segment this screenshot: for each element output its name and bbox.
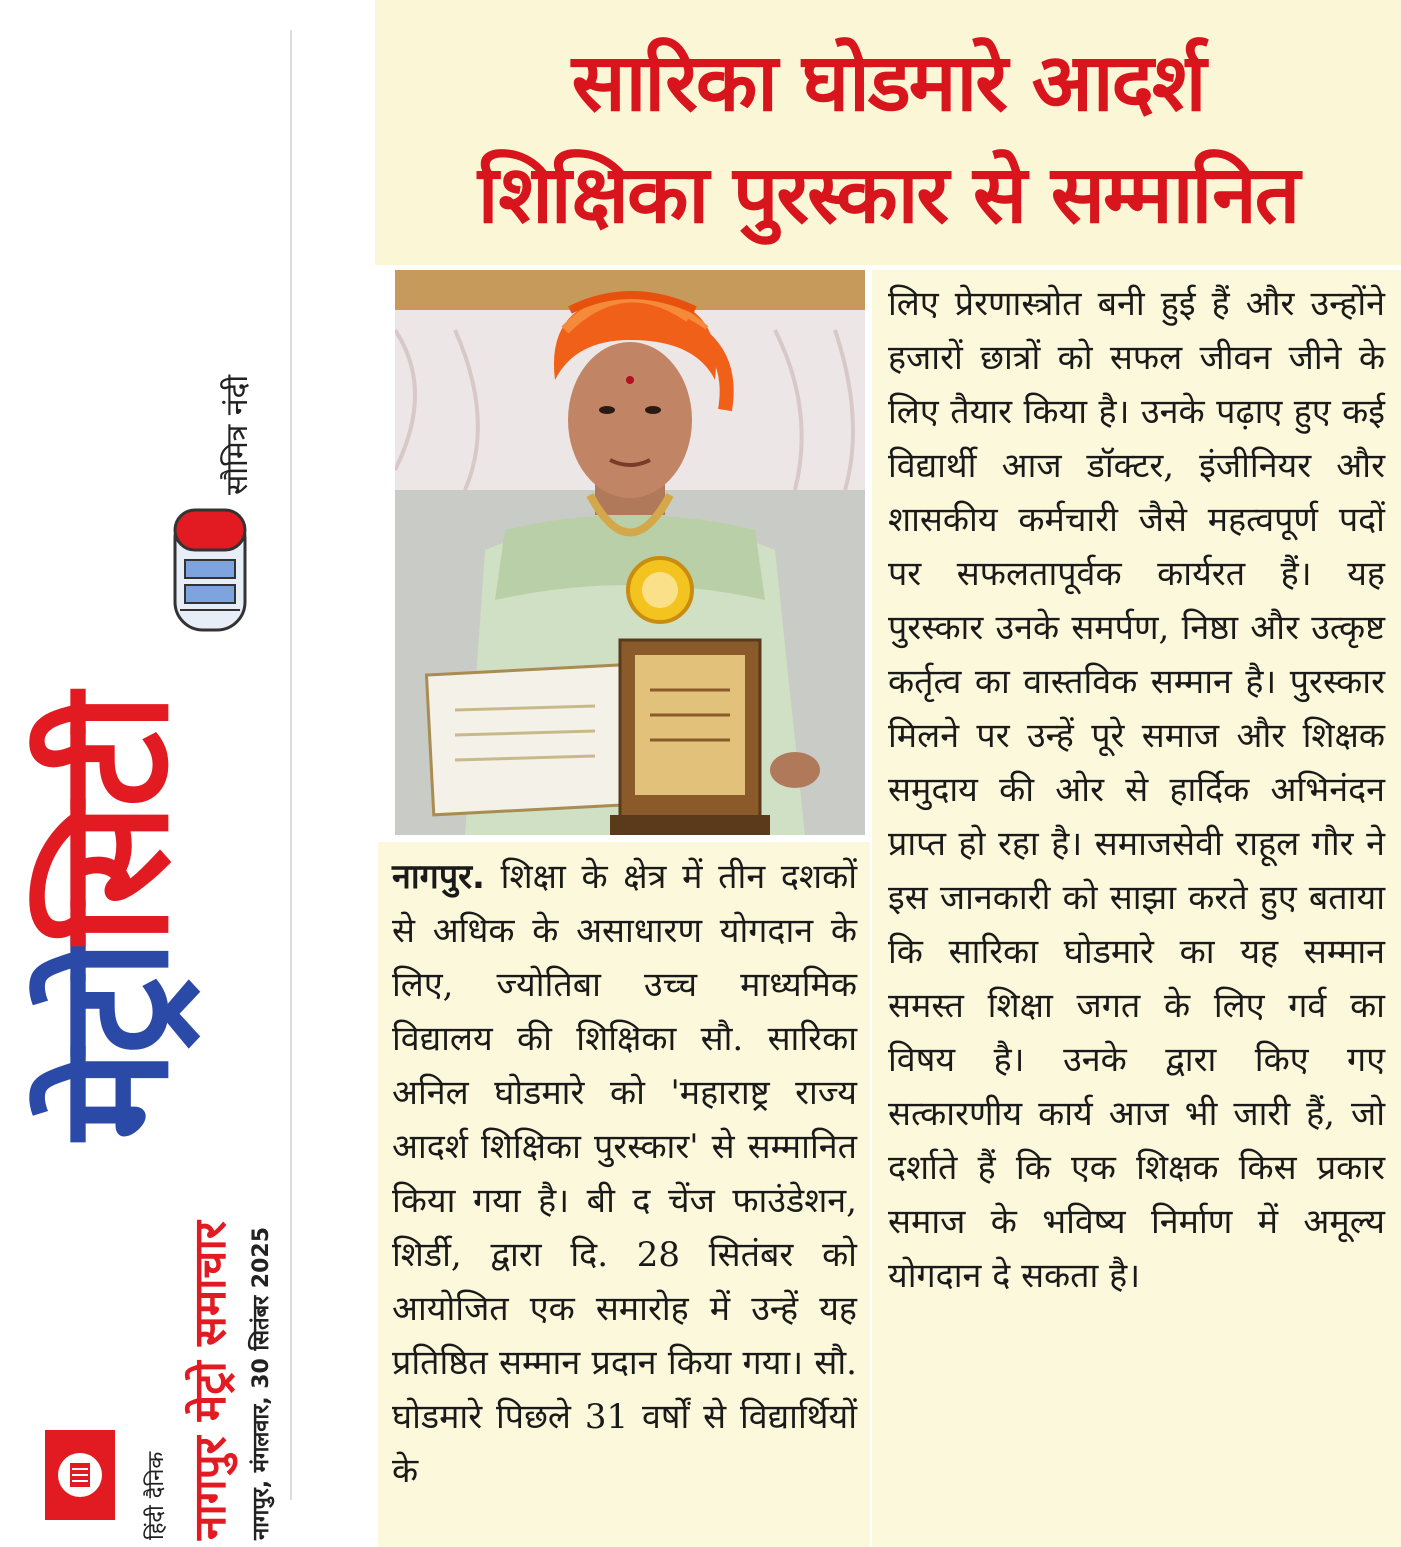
metro-train-icon [160,500,260,640]
brand-city: सिटी [28,697,202,944]
paper-name: नागपुर मेट्रो समाचार [185,1221,236,1540]
headline-line-1: सारिका घोडमारे आदर्श [571,36,1205,129]
headline-block [375,0,1401,265]
strip-divider [290,30,292,1500]
author-name: सौमित्र नंदी [220,374,255,495]
newspaper-logo-icon [40,1425,120,1525]
author-byline [215,375,256,495]
brand-metro: मेट्रो [28,943,202,1140]
masthead [0,0,300,1547]
article-column-left [392,850,857,1498]
paper-date-block [245,1227,275,1540]
award-photo [395,270,865,835]
paper-date: नागपुर, मंगलवार, 30 सितंबर 2025 [249,1226,274,1540]
paper-name-block [178,1221,238,1540]
headline-line-2: शिक्षिका पुरस्कार से सम्मानित [477,148,1299,241]
article-column-right [888,277,1385,1303]
article-text-right: लिए प्रेरणास्त्रोत बनी हुई हैं और उन्होंने हजारों छात्रों को सफल जीवन जीने के लिए तैयार किया है। उनके पढ़ाए हुए कई विद्यार्थी आज डॉक्टर, इंजीनियर और शासकीय कर्मचारी जैसे महत्वपूर्ण पदों पर सफलतापूर्वक कार्यरत हैं। यह पुरस्कार उनके समर्पण, निष्ठा और उत्कृष्ट कर्तृत्व का वास्तविक सम्मान है। पुरस्कार मिलने पर उन्हें पूरे समाज और शिक्षक समुदाय की ओर से हार्दिक अभिनंदन प्राप्त हो रहा है। समाजसेवी राहूल गौर ने इस जानकारी को साझा करते हुए बताया कि सारिका घोडमारे का यह सम्मान समस्त शिक्षा जगत के लिए गर्व का विषय है। उनके द्वारा किए गए सत्कारणीय कार्य आज भी जारी हैं, जो दर्शाते हैं कि एक शिक्षक किस प्रकार समाज के भविष्य निर्माण में अमूल्य योगदान दे सकता है। [888,284,1385,1296]
brand-logo-text [28,697,202,1140]
paper-tag: हिंदी दैनिक [144,1451,169,1540]
article-text-left: शिक्षा के क्षेत्र में तीन दशकों से अधिक के असाधारण योगदान के लिए, ज्योतिबा उच्च माध्यमिक विद्यालय की शिक्षिका सौ. सारिका अनिल घोडमारे को 'महाराष्ट्र राज्य आदर्श शिक्षिका पुरस्कार' से सम्मानित किया गया है। बी द चेंज फाउंडेशन, शिर्डी, द्वारा दि. 28 सितंबर को आयोजित एक समारोह में उन्हें यह प्रतिष्ठित सम्मान प्रदान किया गया। सौ. घोडमारे पिछले 31 वर्षों से विद्यार्थियों के [392,857,857,1491]
article-dateline: नागपुर. [392,857,485,897]
paper-tagline [140,1452,170,1540]
